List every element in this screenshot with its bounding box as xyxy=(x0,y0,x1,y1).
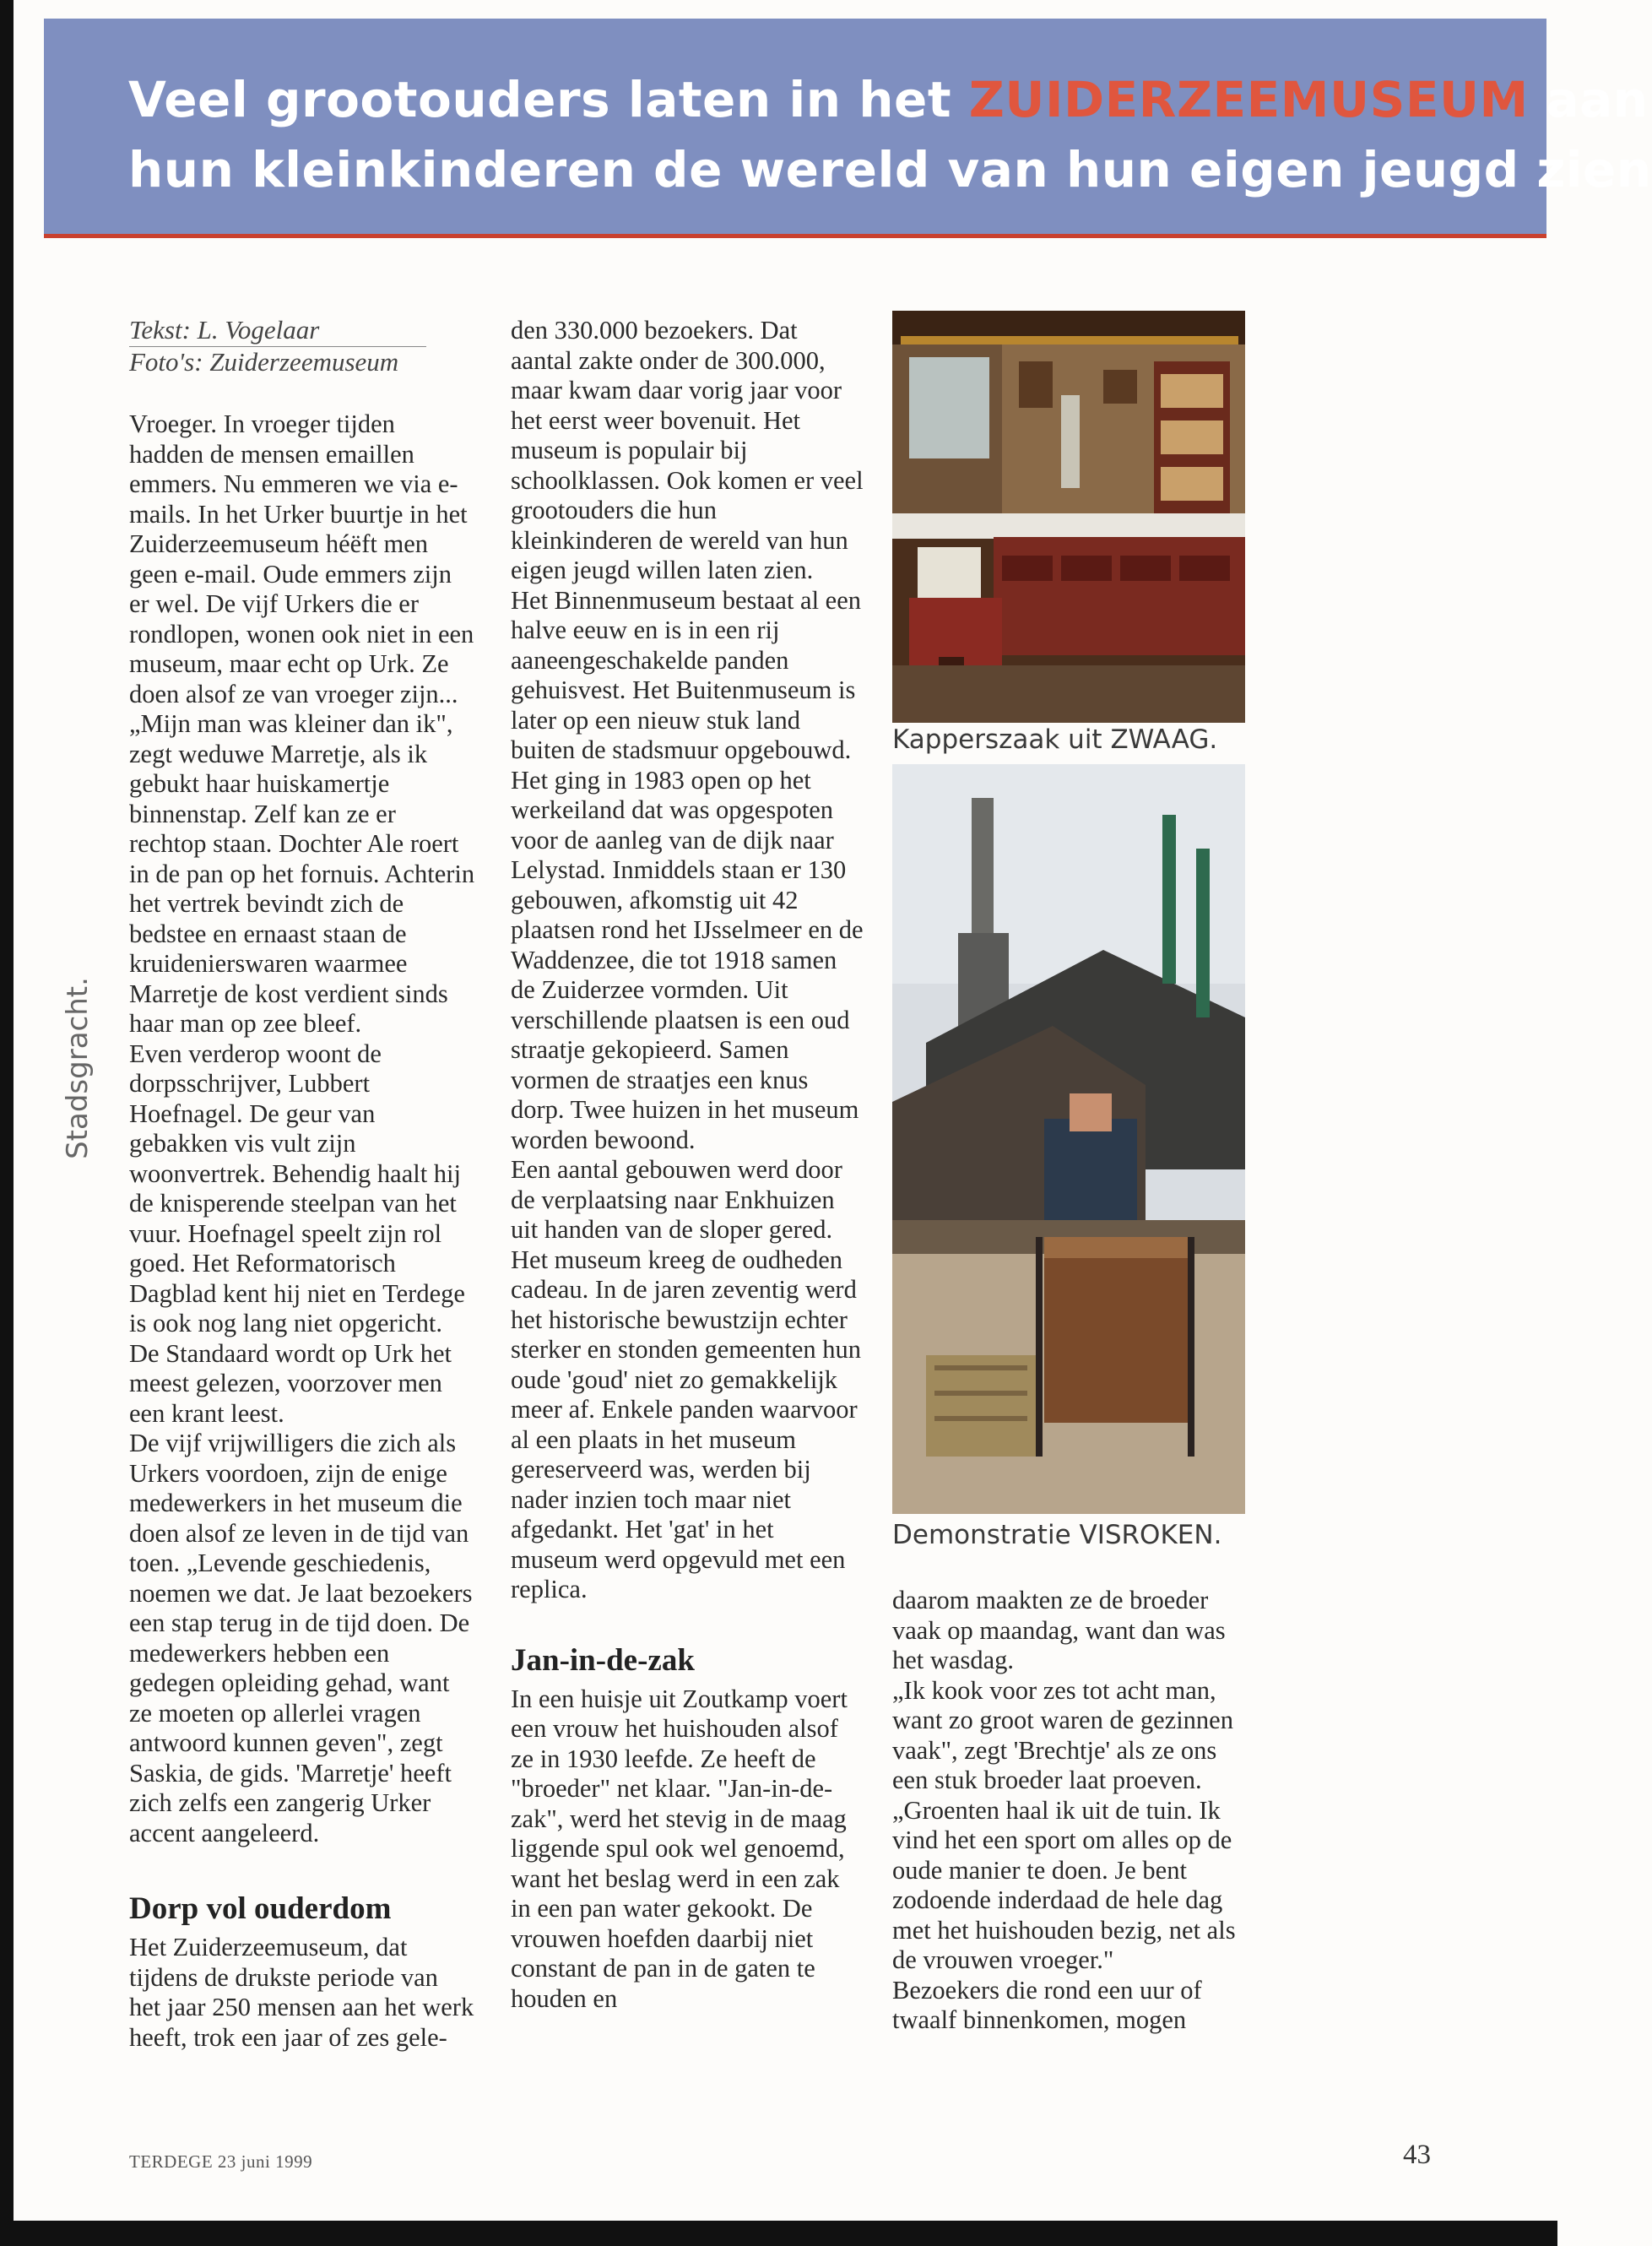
article-credits xyxy=(129,314,426,378)
article-column-1 xyxy=(129,410,475,2053)
article-column-2 xyxy=(511,316,864,2014)
paragraph: Even verderop woont de dorpsschrijver, Lubbert Hoefnagel. De geur van gebakken vis vult zijn woonvertrek. Behendig haalt hij de knisperende steelpan van het vuur. Hoefnagel speelt zijn rol goed. Het Reformatorisch Dagblad kent hij niet en Terdege is ook nog lang niet opgericht. De Standaard wordt op Urk het meest gelezen, voorzover men een krant leest. xyxy=(129,1039,465,1428)
scan-border-bottom xyxy=(0,2221,1557,2246)
barbershop-photo xyxy=(892,311,1245,723)
paragraph: In een huisje uit Zoutkamp voert een vrouw het huishouden alsof ze in 1930 leefde. Ze heeft de "broeder" net klaar. "Jan-in-de-zak", werd het stevig in de maag liggende spul ook wel genoemd, want het beslag werd in een zak in een pan water gekookt. De vrouwen hoefden daarbij niet constant de pan in de gaten te houden en xyxy=(511,1684,848,2013)
barbershop-illustration xyxy=(892,311,1245,723)
paragraph: daarom maakten ze de broeder vaak op maandag, want dan was het wasdag. xyxy=(892,1586,1226,1674)
title-line-2: hun kleinkinderen de wereld van hun eigen jeugd zien xyxy=(128,141,1652,198)
title-highlight: ZUIDERZEEMUSEUM xyxy=(968,71,1529,128)
article-column-3 xyxy=(892,1586,1245,2036)
paragraph: „Mijn man was kleiner dan ik", zegt weduwe Marretje, als ik gebukt haar huiskamertje binnenstap. Zelf kan ze er rechtop staan. Dochter Ale roert in de pan op het fornuis. Achterin het vertrek bevindt zich de bedstee en ernaast staan de kruidenierswaren waarmee Marretje de kost verdient sinds haar man op zee bleef. xyxy=(129,709,475,1038)
photo-caption: Kapperszaak uit ZWAAG. xyxy=(892,724,1218,755)
paragraph: Een aantal gebouwen werd door de verplaatsing naar Enkhuizen uit handen van de sloper gered. Het museum kreeg de oudheden cadeau. In de jaren zeventig werd het historische bewustzijn echter sterker en stonden gemeenten hun oude 'goud' niet zo gemakkelijk meer af. Enkele panden waarvoor al een plaats in het museum gereserveerd was, werden bij nader inzien toch maar niet afgedankt. Het 'gat' in het museum werd opgevuld met een replica. xyxy=(511,1155,861,1603)
paragraph: Vroeger. In vroeger tijden hadden de mensen emaillen emmers. Nu emmeren we via e-mails. In het Urker buurtje in het Zuiderzeemuseum héëft men geen e-mail. Oude emmers zijn er wel. De vijf Urkers die er rondlopen, wonen ook niet in een museum, maar echt op Urk. Ze doen alsof ze van vroeger zijn... xyxy=(129,410,474,708)
sidebar-label: Stadsgracht. xyxy=(61,977,95,1159)
title-banner xyxy=(44,19,1652,238)
paragraph: De vijf vrijwilligers die zich als Urkers voordoen, zijn de enige medewerkers in het museum die doen alsof ze leven in de tijd van toen. „Levende geschiedenis, noemen we dat. Je laat bezoekers een stap terug in de tijd doen. De medewerkers hebben een gedegen opleiding gehad, want ze moeten op allerlei vragen antwoord kunnen geven", zegt Saskia, de gids. 'Marretje' heeft zich zelfs een zangerig Urker accent aangeleerd. xyxy=(129,1429,473,1847)
paragraph: den 330.000 bezoekers. Dat aantal zakte onder de 300.000, maar kwam daar vorig jaar voor het eerst weer bovenuit. Het museum is populair bij schoolklassen. Ook komen er veel grootouders die hun kleinkinderen de wereld van hun eigen jeugd willen laten zien. xyxy=(511,316,864,584)
subheading: Jan-in-de-zak xyxy=(511,1642,695,1678)
paragraph: Bezoekers die rond een uur of twaalf binnenkomen, mogen xyxy=(892,1975,1202,2034)
photo-credit: Foto's: Zuiderzeemuseum xyxy=(129,347,399,377)
credits-rule xyxy=(129,346,426,347)
paragraph: Het Binnenmuseum bestaat al een halve eeuw en is in een rij aaneengeschakelde panden gehuisvest. Het Buitenmuseum is later op een nieuw stuk land buiten de stadsmuur opgebouwd. Het ging in 1983 open op het werkeiland dat was opgespoten voor de aanleg van de dijk naar Lelystad. Inmiddels staan er 130 gebouwen, afkomstig uit 42 plaatsen rond het IJsselmeer en de Waddenzee, die tot 1918 samen de Zuiderzee vormden. Uit verschillende plaatsen is een oud straatje gekopieerd. Samen vormen de straatjes een knus dorp. Twee huizen in het museum worden bewoond. xyxy=(511,585,864,1154)
author-credit: Tekst: L. Vogelaar xyxy=(129,315,320,344)
paragraph: Het Zuiderzeemuseum, dat tijdens de drukste periode van het jaar 250 mensen aan het werk heeft, trok een jaar of zes gele- xyxy=(129,1933,474,2052)
publication-footer: TERDEGE 23 juni 1999 xyxy=(129,2151,313,2172)
photo-caption: Demonstratie VISROKEN. xyxy=(892,1520,1222,1550)
page-number: 43 xyxy=(1403,2140,1431,2170)
scan-border-left xyxy=(0,0,14,2246)
fish-smoking-photo xyxy=(892,764,1245,1514)
subheading: Dorp vol ouderdom xyxy=(129,1891,392,1926)
paragraph: „Ik kook voor zes tot acht man, want zo groot waren de gezinnen vaak", zegt 'Brechtje' als ze ons een stuk broeder laat proeven. „Groenten haal ik uit de tuin. Ik vind het een sport om alles op de oude manier te doen. Je bent zodoende inderdaad de hele dag met het huishouden bezig, net als de vrouwen vroeger." xyxy=(892,1675,1236,1974)
title-line-1: Veel grootouders laten in het ZUIDERZEEMUSEUM aan xyxy=(128,71,1649,128)
fish-smoking-illustration xyxy=(892,764,1245,1514)
